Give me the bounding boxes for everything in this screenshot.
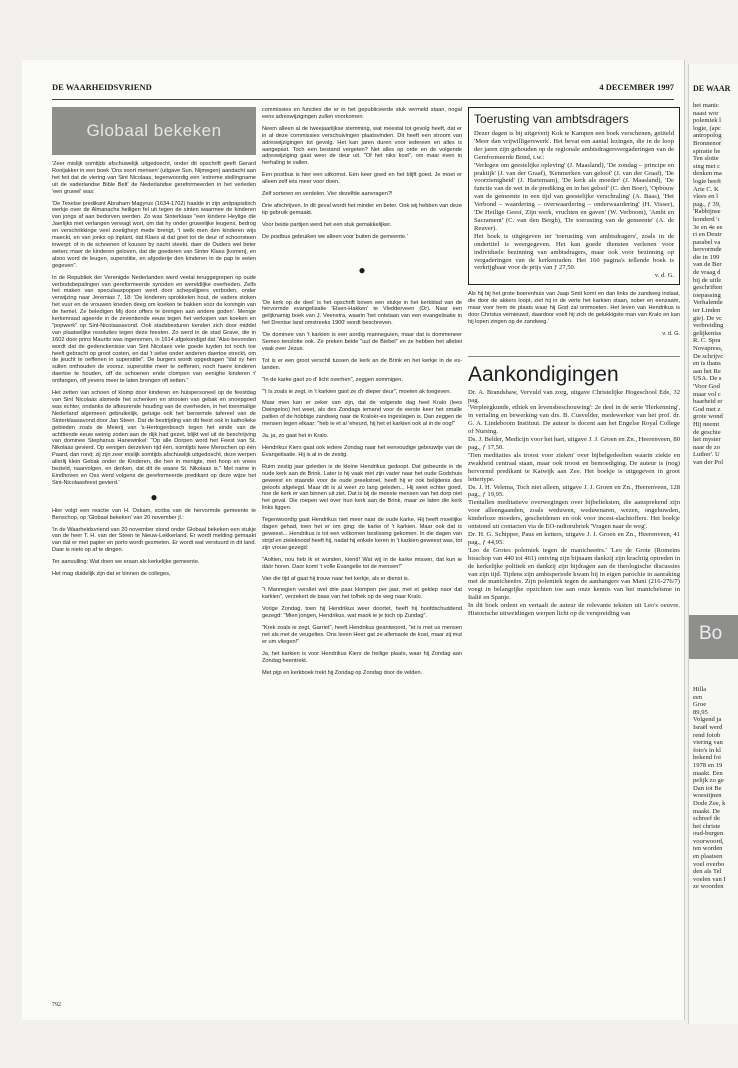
paragraph: "t Mannegien versliet wel drie paar klompen per jaar, met et geklep naor dat karkien", verzekert de baas van het tolhek op de weg naar Kralo. xyxy=(262,587,462,601)
paragraph: Drie afschrijven. In dit geval wordt het minder en beter. Ook wij hebben van deze tip gebruik gemaakt. xyxy=(262,202,462,216)
paragraph: Voor beide partijen werd het een stuk gemakkelijker. xyxy=(262,221,392,228)
adjacent-page-line: naar de zo xyxy=(693,443,721,451)
adjacent-page-line: die in 199 xyxy=(693,253,720,261)
divider xyxy=(468,356,680,357)
header-rule xyxy=(52,99,674,100)
adjacent-page-line: maakt. De xyxy=(693,807,721,815)
adjacent-page-line: denken ma xyxy=(693,170,722,178)
paragraph: 'De dominee van 't karkien is een aordig manneguien, maar dat is dommeneer Semeo tenslotte ook. Ze preken beide "uut de Biebel" en ze hebben het allebei vaak over Jezus. xyxy=(262,332,462,352)
paragraph: "In de karke gaot zo d' licht overhen", zeggen sommigen. xyxy=(262,376,403,383)
paragraph: In de Republiek der Verenigde Nederlanden werd veelal teruggegrepen op oude verbodsbepalingen van gereformeerde synoden en wereldlijke overheden. Zelfs het maken van speculaaspoppen werd door schepslijpers verboden, onder verwijzing naar Jeremias 7, 18: 'De kinderen sprokkelen hout, de vaders stoken het vuur en de vrouwen kneden deeg om koeken te bakken voor de koningin van de hemel. Ze beledigen Mij door offers te brengen aan andere goden'. Menige kerkenraad ageerde in de zeventiende eeuw tegen het verkopen van koeken en "popwerk" op Sint-Nicolaasavond. Ook stadsbesturen kenden zich door middel van plaatselijke resoluties tegen deze feesten. Zo werd in de stad Grave, die in 1602 door prins Maurits was ingenomen, in 1614 afgekondigd dat "Also bevonden wordt dat de gedenckenisse van Sint Nicolaes vele goede luyden tot noch toe heeft gebracht op groot costen, en dat 't selve onder anderen daertoe streckt, om de jeucht te oeffenen in superstitie". De burgers wordt opgedragen "dat sy hen sullen onthouden de voorsz. superstitie meer te oeffenen, noch haere kinderen daertoe te houden, off de schoenen ende clompen van eenighe kinderen t' ontfangen, off yevers meer te laten brengen oft setten." xyxy=(52,274,256,385)
paragraph: Tot is er een groot verschil tussen de kerk an de Brink en het kerkje in de es-landen. xyxy=(262,357,462,371)
adjacent-page-line: oud-burgen xyxy=(693,830,724,838)
adjacent-page-line: Groe xyxy=(693,701,707,709)
adjacent-page-line: baarheid er xyxy=(693,398,723,406)
issue-date: 4 DECEMBER 1997 xyxy=(599,82,674,92)
announcement: 'Leo de Grotes polemiek tegen de manicheeërs.' 'Leo de Grote (Romeins bisschop van 440 tot 461) ontving zijn bijnaam dankzij zijn krachtig optreden in de kerkelijke politiek en dankzij zijn bijdragen aan de theologische discussies van zijn tijd. Tijdens zijn ambtsperiode kwam hij in eigen parochie in aanraking met de manicheeërs. Zijn polemiek tegen de aanhangers van Mani (216-276/7) voegt in belangrijke opzichten toe aan onze kennis van het manicheïsme in Italië en Spanje. xyxy=(468,546,680,602)
paragraph: Ja, ja, zo gaat het in Kralo. xyxy=(262,433,329,440)
note-block xyxy=(468,291,680,337)
adjacent-page-line: Novapress, xyxy=(693,345,723,352)
adjacent-page-line: gie). De vc xyxy=(693,314,723,322)
adjacent-page-line: spiratie he xyxy=(693,147,721,155)
adjacent-page-line: en plaatsen xyxy=(693,853,723,861)
announcement: Ds. J. H. Velema, Toch niet alleen, uitgave J. J. Groen en Zn., Heerenveen, 128 pag., ƒ 19,95. xyxy=(468,483,680,499)
announcement: Tientallen meditatieve overwegingen over bijbelteksten, die aansprekend zijn voor alleengaanden, zoals weduwen, weduwnaren, wezen, ongehuwden, kinderloze moeders, gescheidenen en ook voor incest-slachtoffers. Het boekje ontstond uit contacten via de EO-radiorubriek 'Vragen naar de weg'. xyxy=(468,499,680,531)
adjacent-page-line: De schrijvc xyxy=(693,352,724,360)
adjacent-page-line: naast wor xyxy=(693,109,719,117)
adjacent-page-line: en is thans xyxy=(693,360,721,368)
adjacent-page-line: USA. De s xyxy=(693,375,722,383)
adjacent-page-line: voelen van I xyxy=(693,875,726,883)
paragraph: Tegenwoordig gaat Hendrikus niet meer naar de oude karke. Hij heeft moeilijke dagen gehad, toen het er om ging: de karke of 't karkien. Maar ook dat is geweest... Hendrikus is tot een volkomen beslissing gekomen. In die dagen van strijd en zieleknood heeft hij, nadat hij enkele keren in 't karkien geweest was, tot zijn vrouw gezegd: xyxy=(262,517,462,551)
box-list: 'Verlegen om geestelijke opleving' (J. Maasland), 'De zondag – principe en praktijk' (J. van der Graaf), 'Kenmerken van geloof' (J. van der Graaf), 'De voorzienigheid' (J. Hartemam), 'De kerk als moeder' (J. Maasland), 'De functie van de wet in de prediking en in het geloof' (C. den Boer), 'Opbouw van de gemeente in een tijd van geestelijke verschraling' (A. Baas), 'Het Verbond – waardering – overwaardering – onderwaardering' (H. Visser), 'De Heilige Geest, Zijn werk, vruchten en gaven' (W. Verboom), 'Ambt en Sacrament' (C. van den Bergh), 'De toerusting van de gemeente' (A. de Reuver). xyxy=(474,161,674,232)
adjacent-page-line: schreef de xyxy=(693,815,720,823)
announcement: 'Tien meditaties als troost voor zieken' over bijbelgedeelten waarin ziekte en zwakheid centraal staan, maar ook troost en bemoediging. De auteur is (nog) hervormd predikant te Katwijk aan Zee. Het boekje is uitgegeven in groot lettertype. xyxy=(468,451,680,483)
announcement: 'Verpleegkunde, ethiek en levensbeschouwing': 2e deel in de serie 'Herkenning', in vertaling en bewerking van drs. B. Cusvelder, medewerker van het prof. dr. G. A. Lindeboom Instituut. De auteur is docent aan het Engelse Royal College of Nursing. xyxy=(468,404,680,436)
adjacent-page-line: rend fotob xyxy=(693,731,721,739)
section-divider-dot: ● xyxy=(358,262,366,277)
adjacent-page-line: Israël werd xyxy=(693,723,723,731)
paragraph: Hendrikus Kiers gaat ook iedere Zondag naar het eenvoudige gebouwtje van de Evangelisatie. Hij is al in de zestig. xyxy=(262,445,462,458)
column-globaal-bekeken xyxy=(52,107,256,583)
adjacent-page-line: ri en Deutr xyxy=(693,231,722,239)
announcement: Dr. H. G. Schipper, Paus en ketters, uitgave J. J. Groen en Zn., Heerenveen, 41 pag., ƒ 44,95. xyxy=(468,530,680,546)
adjacent-page-line: 89,95 xyxy=(693,708,708,716)
adjacent-page-line: Hij neemt xyxy=(693,420,720,428)
boxed-article-toerusting xyxy=(468,107,680,285)
adjacent-page-line: ten worden xyxy=(693,845,723,853)
box-body: Het boek is uitgegeven ter 'toerusting van ambtsdragers', zoals in de ondertitel is weergegeven. Het kan goede diensten verlenen voor individuele bezinning van ambtsdragers, maar ook voor bezinning op vergaderingen van de kerkenraden. Het 160 pagina's tellende boek is verkrijgbaar voor de prijs van ƒ 27,50. xyxy=(474,232,674,272)
paragraph: Vorige Zondag, toen hij Hendrikus weer doortet, heeft hij hoofdschuddend gezegd: "Mien jongen, Hendrikus, wat maok ie je toch op Zundag". xyxy=(262,606,462,620)
adjacent-page-banner xyxy=(689,615,738,659)
adjacent-page-line: het manic xyxy=(693,102,719,109)
adjacent-page-line: God met z xyxy=(693,405,721,413)
page-header xyxy=(52,82,674,98)
announcement: Ds. J. Belder, Medicijn voor het hart, uitgave J. J. Groen en Zn., Heerenveen, 80 pag., ƒ 17,50. xyxy=(468,436,680,451)
paragraph: 'De kerk op de deel' is het opschrift boven een stukje in het kerkblad van de hervormde evangelisatie 'Elsen-Hakken' te Vledderveen (Dr). Naar een gelijknamig boek van J. Veenstra, waarin 'het ontstaan van een evangelisatie in het Drentse land omstreeks 1900' wordt beschreven. xyxy=(262,299,462,327)
article-body xyxy=(262,107,462,676)
adjacent-page-line: parabel va xyxy=(693,238,721,246)
adjacent-page-line: van de Ber xyxy=(693,261,722,269)
article-body xyxy=(52,161,256,578)
paragraph: 'Zeer mislijk somtijds afschuwelijk uitgedoscht, onder dit opschrift geeft Gerard Rooijakker in een boek 'Ons soort mensen' (uitgave Sun, Nijmegen) aandacht aan het feit dat de viering van Sint Nicolaas, tegenwoordig een 'extreme stellingname uit de vaderlandse Bible Belt' de Nederlandse gereformeerden in het verleden 'een gruwel' was: xyxy=(52,161,256,195)
column-right xyxy=(468,107,680,618)
paragraph: Maar men kan er zeker van zijn, dat de volgende dag heel Kralo (lees Dwingeloo) het weet, als des Zondags iemand voor de eerste keer het smalle patlien of de hobbige zandweg naar de Kraloër-es ingeslagen is. Dan zeggen de mensen tegen elkaar: "heb ie et al 'eheurd, hij het et karkien ook al in de oog!" xyxy=(262,400,462,428)
adjacent-page-line: Ten slotte xyxy=(693,155,719,163)
adjacent-banner-text: Bo xyxy=(699,623,723,644)
adjacent-page-fragment xyxy=(688,64,738,1024)
adjacent-page-line: Dan tot Be xyxy=(693,784,722,792)
adjacent-page-line: bij de uitle xyxy=(693,276,722,284)
paragraph: De postbus gebruiken we alleen voor buiten de gemeente.' xyxy=(262,233,408,240)
adjacent-page-line: voorwoord, xyxy=(693,837,724,845)
adjacent-page-line: foto's in kl xyxy=(693,746,721,754)
adjacent-page-line: 'Voor God xyxy=(693,382,720,390)
paragraph: Ruim zestig jaar geleden is de kleine Hendrikus gedoopt. Dat gebeurde in de oude kerk aan de Brink. Later is hij vaak met zijn vader naar het oude Godshuis geweest en staande voor de oude preekstoel, heeft hij er ook belijdenis des geloofs afgelegd. Maar dit is al weer zo lang geleden... Hij weet echter goed, hoe de kerk er van binnen uit ziet. Dat is bij de meeste mensen van het dorp niet het geval. Die roepen wel over hun kerk aan de Brink, maar ze laten die kerk links liggen. xyxy=(262,463,462,512)
adjacent-page-line: logie, (apc xyxy=(693,124,721,132)
paragraph: Neem alleen al de tweejaarlijkse stemming, wat meestal tot gevolg heeft, dat er in al deze commissies verschuivingen plaatsvinden. Dit heeft een stroom van adreswijzigingen tot gevolg. Het kan jaren duren voor iedereen en alles is aangepast. Toch een bestand vergeten? Net alles op orde en de volgende adreswijziging gaat weer de deur uit. "Of het niks kost", om maar even in herhaling te vallen. xyxy=(262,125,462,167)
newspaper-page xyxy=(22,60,685,1020)
adjacent-page-line: 3e en 4e ee xyxy=(693,223,723,231)
adjacent-page-line: de vraag d xyxy=(693,269,721,277)
adjacent-page-line: Volgend ja xyxy=(693,716,722,724)
note-signature: v. d. G. xyxy=(662,330,680,337)
adjacent-page-line: toepassing xyxy=(693,291,721,299)
box-intro: Dezer dagen is bij uitgeverij Kok te Kampen een boek verschenen, getiteld 'Meer dan vrijwilligerswerk'. Het bevat een aantal lezingen, die in de loop der jaren zijn gehouden op de regionale ambtsdragersvergaderingen van de Gereformeerde Bond, t.w.: xyxy=(474,130,674,161)
paragraph: Ter aanvulling: Wat doen we eraan als kerkelijke gemeente. xyxy=(52,559,200,566)
adjacent-page-line: het myster xyxy=(693,436,721,444)
adjacent-page-line: verbreiding xyxy=(693,322,724,330)
section-banner xyxy=(52,107,256,155)
adjacent-page-line: ter Linden xyxy=(693,307,721,315)
adjacent-page-line: pelijk zo ge xyxy=(693,777,724,785)
adjacent-page-line: maakt. Een xyxy=(693,769,723,777)
paragraph: Hier volgt een reactie van H. Oskam, scriba van de hervormde gemeente te Benschop, op 'Globaal bekeken' van 20 november jl.: xyxy=(52,507,256,521)
section-title: Globaal bekeken xyxy=(86,121,222,140)
adjacent-page-line: een xyxy=(693,693,703,701)
adjacent-page-line: R. C. Spra xyxy=(693,337,721,345)
announcements-title: Aankondigingen xyxy=(468,362,619,386)
section-divider-dot: ● xyxy=(150,489,158,504)
paragraph: commissies en functies die er in het gepubliceerde stuk vermeld staan, nogal eens adreswijzigingen zullen voorkomen. xyxy=(262,107,462,120)
box-signature: v. d. G. xyxy=(654,272,674,280)
announcements-list xyxy=(468,389,680,618)
adjacent-page-line: Arie C. K xyxy=(693,185,719,193)
paragraph: Het zetten van schoen of klomp door kinderen en huispersoneel op de feestdag van Sint Nicolaas alsmede het schenken en strooien van gebak en snoepgoed was echter, ondanks de afkeurende houding van de overheden, in het toenmalige Nederland algemeen gebruikelijk, getuige ook het beroemde tafereel van de Sinterklaasavond door Jan Steen. Dat de bestrijding van dit feest ook in katholieke gebieden zoals de Meierij van 's-Hertogenbosch tegen het einde van de achttiende eeuw weinig zoden aan de dijk had gezet, blijkt wel uit de beschrijving van dominee Stephanus Hanewinkel: "Op alle Dorpen word het Feest van St. Nikolaas gevierd. Op eenigen derzelven rijd één, somtijds twee Menschen op één Paard, dan rond; zij zijn zeer mislijk somtijds afschuwlijk uitgedoscht, deze werpen allerlij klein Gebak onder de Kinderen, die hen in menigte, met hoop en vrees bezield, naarvolgen, en denken, dat dit de waare St. Nikolaas is." Met name in Eindhoven en Oss werd volgens de gereformeerde predikant op deze wijze het Sint-Nicolaasfeest gevierd.' xyxy=(52,390,256,486)
adjacent-page-line: 1978 en 19 xyxy=(693,761,723,769)
adjacent-page-line: van der Pol xyxy=(693,458,724,466)
adjacent-page-line: woestijnen xyxy=(693,792,722,800)
adjacent-page-line: polemiek l xyxy=(693,117,722,125)
adjacent-page-line: honderd 'ı xyxy=(693,215,720,223)
publication-name: DE WAARHEIDSVRIEND xyxy=(52,82,152,92)
adjacent-page-line: viering van xyxy=(693,739,723,747)
announcement: In dit boek ordent en vertaalt de auteur de relevante teksten uit Leo's oeuvre. Historische uitweidingen werpen licht op de verspreiding van xyxy=(468,602,680,618)
adjacent-page-line: Verhalende xyxy=(693,299,723,307)
adjacent-page-line: hervormde xyxy=(693,246,722,254)
adjacent-page-line: pag., ƒ 39, xyxy=(693,200,721,208)
paragraph: Met pijp en kerkboek trekt hij Zondag op Zondag door de velden. xyxy=(262,669,423,676)
adjacent-page-line: aan het Re xyxy=(693,367,721,375)
paragraph: Als hij bij het grote boerenhuis van Jaap Smit komt en dan links de zandweg inslaat, die door de akkers loopt, ziet hij in de verte het karkien staan, sober en eenzaam, maar voor hem de plaats waar hij God zal ontmoeten. Het leven van Hendrikus is door Christus vernieuwd, daardoor voelt hij zich de gelukkigste man van Kralo en kan hij lopen zingen op de zandweg.' xyxy=(468,291,680,325)
announcement: Dr. A. Brandshaw, Vervuld van zorg, uitgave Christelijke Hogeschool Ede, 32 pag. xyxy=(468,388,680,404)
paragraph: Zelf sorteren en verdelen. Vier dezelfde aanvragen?! xyxy=(262,191,393,198)
column-continued xyxy=(262,107,462,681)
adjacent-page-line: vlees en l xyxy=(693,193,718,201)
adjacent-page-line: maar vol c xyxy=(693,390,721,398)
adjacent-page-line: de geschie xyxy=(693,428,721,436)
adjacent-page-line: logie heeft xyxy=(693,177,722,185)
paragraph: "'t Is zoals ie zegt, in 't karkien gaot ze d'r dieper deur", moeten ak toegeven. xyxy=(262,388,452,395)
adjacent-page-line: Luther'. U xyxy=(693,451,720,459)
adjacent-page-line: geschriften xyxy=(693,284,723,292)
paragraph: Het mag duidelijk zijn dat er binnen de colleges, xyxy=(52,571,171,578)
paragraph: 'In de Waarheidsvriend van 20 november stond onder Globaal bekeken een stukje van de heer T. H. van der Steen te Nieuw-Lekkerland. Er wordt melding gemaakt van dat er met papier en porto wordt gesmeten. Er wordt wat verstuurd in dit land. Daar is niets op af te dingen. xyxy=(52,526,256,554)
adjacent-page-line: bekend foi xyxy=(693,754,722,762)
adjacent-page-line: sing met c xyxy=(693,162,721,170)
paragraph: 'De Texelse predikant Abraham Magyrus (1634-1702) haalde in zijn antipapistisch werkje over de Almanachs heiligen fel uit tegen de sinten waarmee de kinderen van jongs af aan bedorven werden. Zo was Sinterklaas "een kindere Heylige die Jaerlijks met verlangen verwagt wort, om dat hy onder gruwelijke leugens, bedrog en verschrikkinge veel zoetigheyt mede brengt, 't welk men den kinderen wijs maeckt, en van jonks op inplant, dat Klaes al dat goet tot de deur of schoorsteen inwerpt: of in de schoenen of kousen by nacht steekt, daer de Ouders wel beter weten; maer de kinderen geloven, dat die goederen van Sinter Klaes [komen], en alsoo word de leugen, superstitie, en afgoderije den kinderen in de pap te eeten gegeven". xyxy=(52,200,256,269)
paragraph: "Krek zoals ie zegt, Garriet", heeft Hendrikus geantwoord, "et is met us mensen net als met de veugeltes. Ons leven Heer gat ze allemaole de kost, maar zij mut er um vliegen!" xyxy=(262,625,462,645)
page-number: 792 xyxy=(52,1002,61,1008)
adjacent-page-text xyxy=(693,102,738,467)
adjacent-page-line: voel overbo xyxy=(693,860,725,868)
adjacent-page-line: den als Tel xyxy=(693,868,722,876)
paragraph: Van die tijd af gaat hij trouw naar het kerkje, als er dienst is. xyxy=(262,575,410,582)
adjacent-page-line: Hilla xyxy=(693,686,707,693)
paragraph: Ja, het karkien is voor Hendrikus Kiers de heilige plaats, waar hij Zondag aan Zondag heentrekt. xyxy=(262,650,462,664)
adjacent-page-line: antropolog xyxy=(693,132,722,140)
adjacent-page-text-2 xyxy=(693,686,738,891)
adjacent-page-header: DE WAAR xyxy=(693,84,731,93)
adjacent-page-line: Dode Zee, k xyxy=(693,799,726,807)
adjacent-page-line: grote wond xyxy=(693,413,723,421)
adjacent-page-line: 'Rabbijnse xyxy=(693,208,721,216)
adjacent-page-line: gelijkeniss xyxy=(693,329,722,337)
paragraph: Een postbus is hier een uitkomst. Eén keer goed en het blijft goed. Je moet er alleen zelf iets meer voor doen. xyxy=(262,172,462,186)
adjacent-page-line: Bronnenor xyxy=(693,139,722,147)
paragraph: "Aoltien, nou heb ik et wunden, kiend! Wat wij in de karke missen, dat kun ie dáór horen. Daor komt 't volle Evangelie tot de mensen!" xyxy=(262,556,462,570)
box-title: Toerusting van ambtsdragers xyxy=(474,112,629,126)
adjacent-page-line: het christe xyxy=(693,822,721,830)
adjacent-page-line: ze woorden xyxy=(693,883,724,891)
